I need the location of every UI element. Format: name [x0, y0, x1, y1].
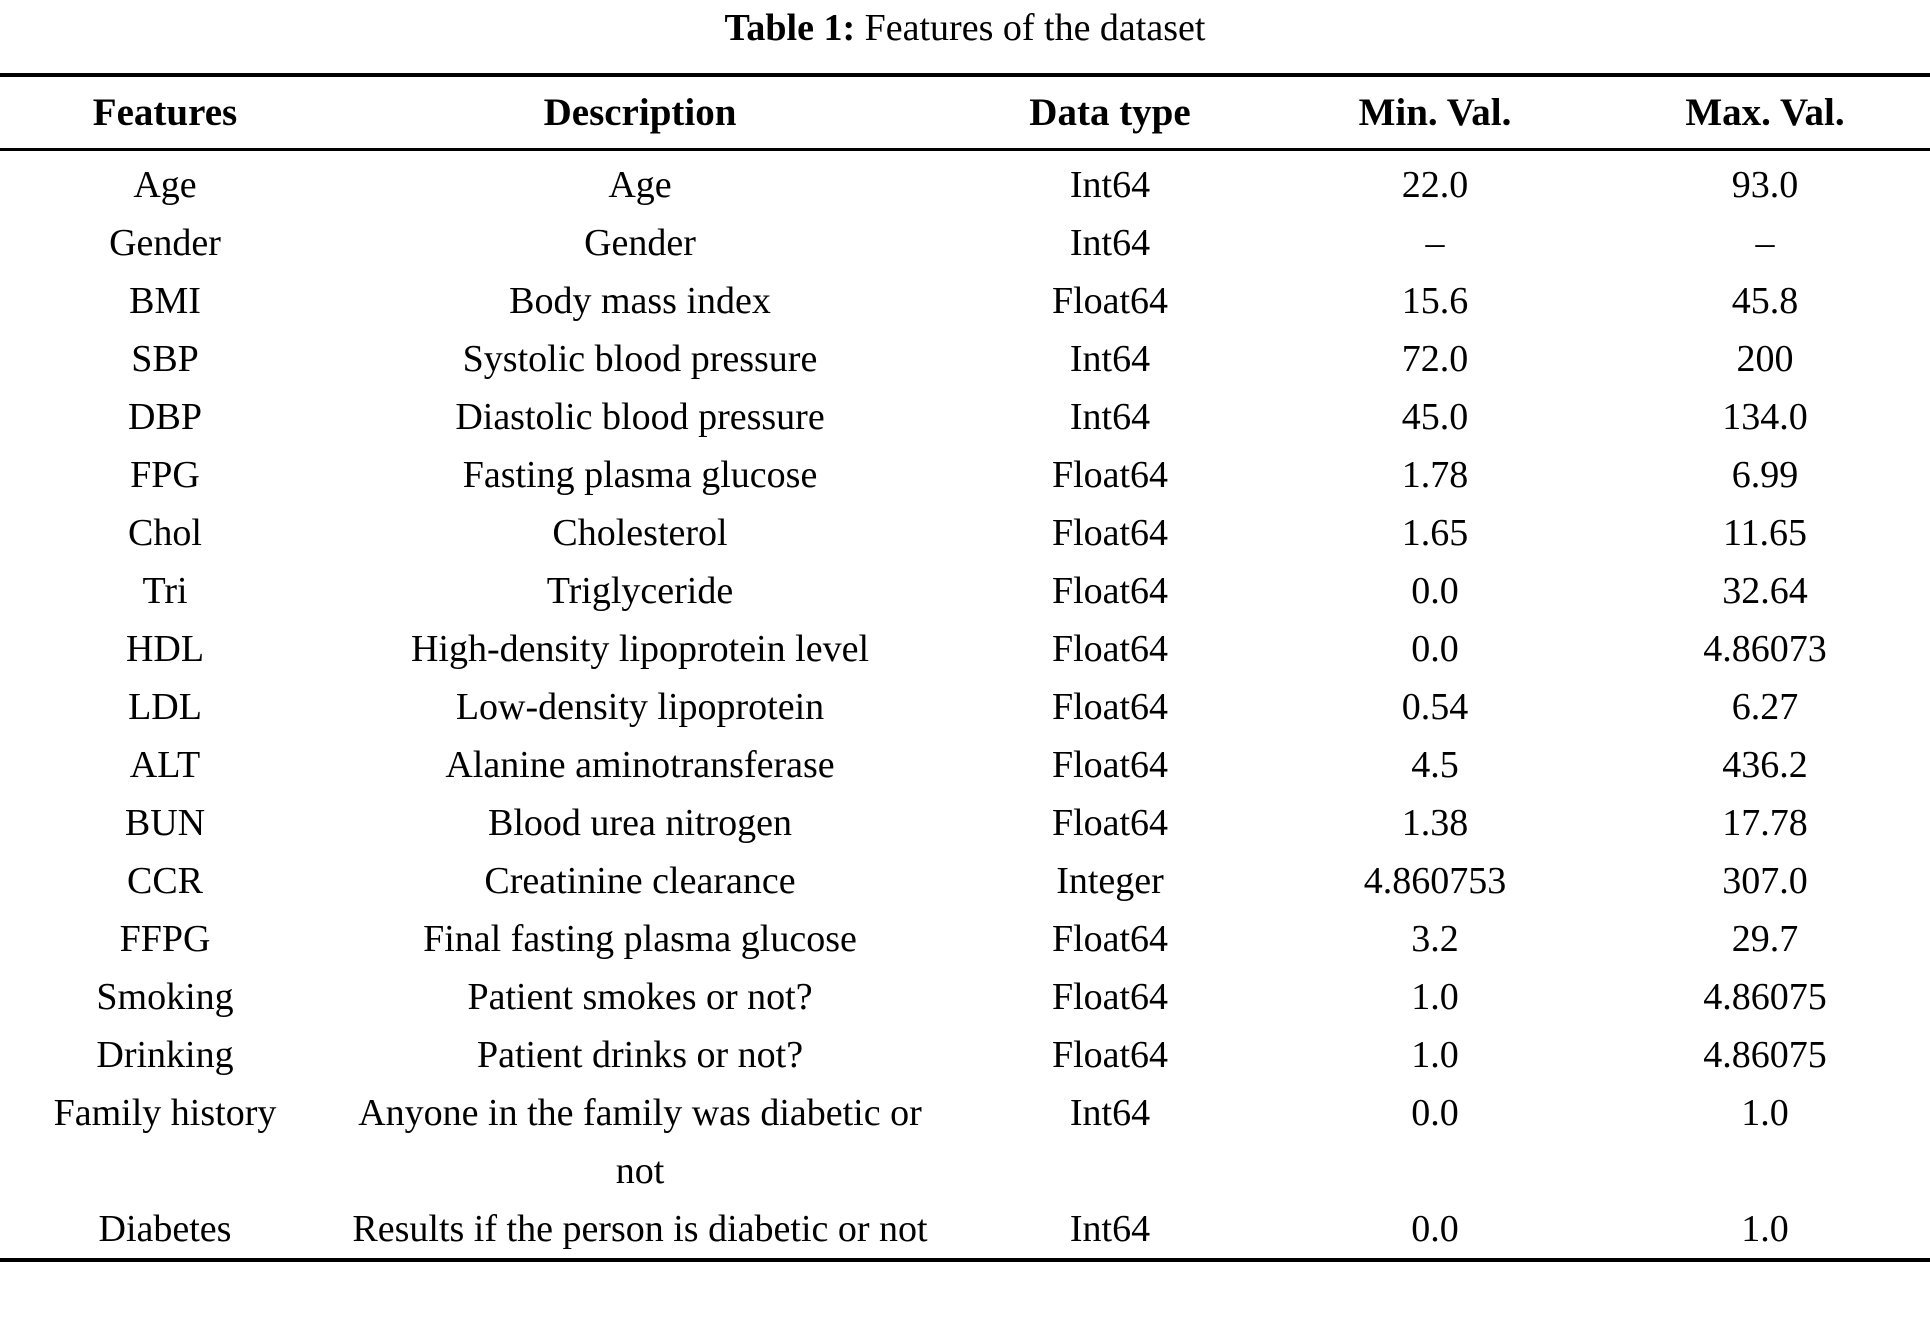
table-row: [0, 562, 1930, 620]
cell-max-val: 32.64: [1722, 570, 1808, 612]
cell-max-val: 17.78: [1722, 802, 1808, 844]
cell-description: Low-density lipoprotein: [455, 686, 825, 728]
table-row: [0, 1200, 1930, 1260]
cell-feature: Tri: [142, 570, 188, 612]
cell-max-val: 6.99: [1731, 454, 1799, 496]
cell-max-val: 45.8: [1731, 280, 1799, 322]
cell-min-val: 1.0: [1411, 1034, 1459, 1076]
cell-max-val: 29.7: [1731, 918, 1799, 960]
table-row: [0, 272, 1930, 330]
cell-description: Fasting plasma glucose: [462, 454, 818, 496]
cell-description: Cholesterol: [552, 512, 728, 554]
cell-data-type: Float64: [1051, 454, 1169, 496]
cell-data-type: Int64: [1069, 222, 1151, 264]
cell-feature: Diabetes: [98, 1208, 232, 1250]
cell-data-type: Int64: [1069, 164, 1151, 206]
table-row: [0, 620, 1930, 678]
cell-max-val: 200: [1736, 338, 1794, 380]
table-row: [0, 852, 1930, 910]
cell-min-val: –: [1425, 222, 1445, 264]
table-row: [0, 1084, 1930, 1200]
cell-feature: HDL: [125, 628, 205, 670]
cell-feature: DBP: [128, 396, 202, 438]
cell-feature: FPG: [130, 454, 200, 496]
cell-max-val: 134.0: [1722, 396, 1808, 438]
column-header-data-type: Data type: [950, 75, 1270, 150]
table-row: [0, 1026, 1930, 1084]
cell-min-val: 1.78: [1401, 454, 1469, 496]
cell-data-type: Float64: [1051, 686, 1169, 728]
cell-description: Results if the person is diabetic or not: [352, 1208, 928, 1250]
cell-max-val: 11.65: [1722, 512, 1808, 554]
cell-feature: LDL: [128, 686, 202, 728]
cell-description: Alanine aminotransferase: [445, 744, 835, 786]
cell-data-type: Int64: [1069, 338, 1151, 380]
column-header-description: Description: [330, 75, 950, 150]
cell-feature: CCR: [126, 860, 204, 902]
cell-min-val: 0.0: [1411, 628, 1459, 670]
cell-data-type: Float64: [1051, 1034, 1169, 1076]
cell-data-type: Integer: [1056, 860, 1164, 902]
cell-feature: Family history: [53, 1092, 277, 1134]
cell-feature: Smoking: [96, 976, 234, 1018]
cell-data-type: Float64: [1051, 802, 1169, 844]
cell-min-val: 3.2: [1411, 918, 1459, 960]
cell-feature: Age: [133, 164, 197, 206]
cell-min-val: 4.860753: [1363, 860, 1507, 902]
table-caption-text: Features of the dataset: [855, 7, 1206, 49]
cell-min-val: 1.0: [1411, 976, 1459, 1018]
cell-data-type: Int64: [1069, 1208, 1151, 1250]
table-row: [0, 968, 1930, 1026]
cell-description: Patient drinks or not?: [476, 1034, 804, 1076]
cell-data-type: Float64: [1051, 744, 1169, 786]
table-row: [0, 330, 1930, 388]
cell-description: Blood urea nitrogen: [488, 802, 792, 844]
cell-data-type: Float64: [1051, 280, 1169, 322]
cell-min-val: 15.6: [1401, 280, 1469, 322]
cell-description: Final fasting plasma glucose: [423, 918, 857, 960]
cell-description: Gender: [584, 222, 696, 264]
cell-max-val: 4.86075: [1703, 976, 1827, 1018]
cell-description: Anyone in the family was diabetic or not: [358, 1092, 922, 1192]
table-row: [0, 214, 1930, 272]
table-body: [0, 150, 1930, 1261]
cell-max-val: 4.86073: [1703, 628, 1827, 670]
cell-min-val: 0.0: [1411, 1092, 1459, 1134]
table-row: [0, 504, 1930, 562]
cell-data-type: Float64: [1051, 570, 1169, 612]
cell-min-val: 1.38: [1401, 802, 1469, 844]
table-row: [0, 736, 1930, 794]
cell-description: Body mass index: [509, 280, 771, 322]
table-row: [0, 678, 1930, 736]
cell-min-val: 45.0: [1401, 396, 1469, 438]
cell-max-val: –: [1755, 222, 1775, 264]
cell-min-val: 0.0: [1411, 570, 1459, 612]
table-row: [0, 794, 1930, 852]
cell-description: Creatinine clearance: [484, 860, 796, 902]
cell-feature: Drinking: [96, 1034, 234, 1076]
table-row: [0, 446, 1930, 504]
cell-max-val: 4.86075: [1703, 1034, 1827, 1076]
cell-max-val: 6.27: [1731, 686, 1799, 728]
cell-max-val: 93.0: [1731, 164, 1799, 206]
cell-feature: SBP: [131, 338, 199, 380]
cell-data-type: Float64: [1051, 512, 1169, 554]
cell-min-val: 72.0: [1401, 338, 1469, 380]
cell-description: Triglyceride: [546, 570, 734, 612]
table-caption: [0, 0, 1930, 73]
features-table: [0, 73, 1930, 1262]
cell-max-val: 307.0: [1722, 860, 1808, 902]
header-row: [0, 75, 1930, 150]
cell-data-type: Int64: [1069, 1092, 1151, 1134]
cell-data-type: Float64: [1051, 976, 1169, 1018]
cell-min-val: 22.0: [1401, 164, 1469, 206]
table-row: [0, 910, 1930, 968]
cell-feature: BUN: [124, 802, 206, 844]
cell-max-val: 1.0: [1741, 1092, 1789, 1134]
cell-min-val: 1.65: [1401, 512, 1469, 554]
cell-min-val: 0.54: [1401, 686, 1469, 728]
column-header-max-val: Max. Val.: [1600, 75, 1930, 150]
cell-description: Diastolic blood pressure: [455, 396, 825, 438]
cell-description: High-density lipoprotein level: [410, 628, 870, 670]
cell-description: Systolic blood pressure: [462, 338, 818, 380]
table-caption-label: Table 1:: [724, 7, 856, 49]
cell-data-type: Int64: [1069, 396, 1151, 438]
cell-max-val: 436.2: [1722, 744, 1808, 786]
cell-data-type: Float64: [1051, 918, 1169, 960]
column-header-features: Features: [0, 75, 330, 150]
cell-description: Patient smokes or not?: [467, 976, 813, 1018]
cell-min-val: 4.5: [1411, 744, 1459, 786]
cell-description: Age: [608, 164, 672, 206]
cell-feature: Gender: [109, 222, 221, 264]
cell-max-val: 1.0: [1741, 1208, 1789, 1250]
cell-feature: Chol: [128, 512, 202, 554]
table-row: [0, 150, 1930, 215]
table-row: [0, 388, 1930, 446]
cell-data-type: Float64: [1051, 628, 1169, 670]
cell-feature: FFPG: [119, 918, 211, 960]
cell-feature: ALT: [129, 744, 201, 786]
cell-min-val: 0.0: [1411, 1208, 1459, 1250]
column-header-min-val: Min. Val.: [1270, 75, 1600, 150]
cell-feature: BMI: [129, 280, 201, 322]
